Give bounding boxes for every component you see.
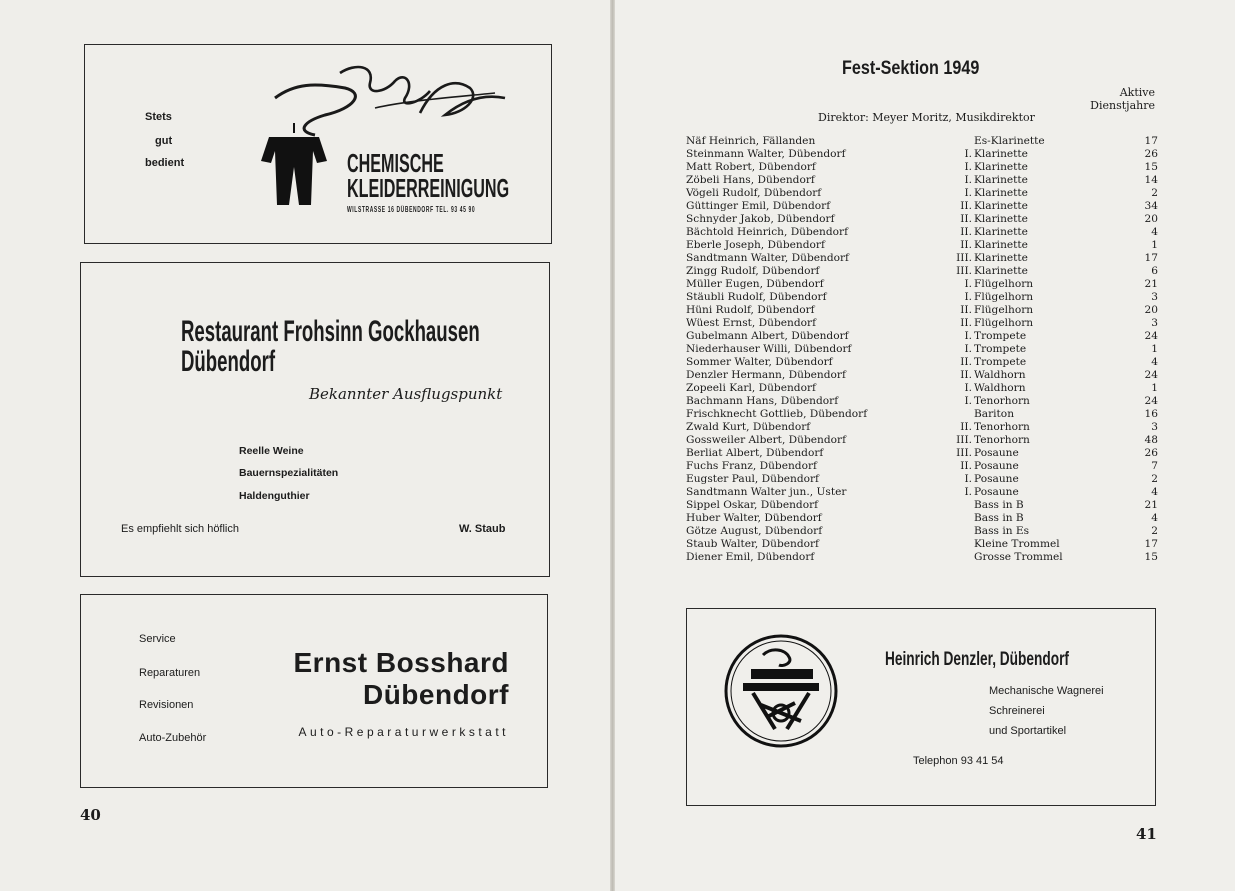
roster-row xyxy=(686,434,1158,447)
member-years: 20 xyxy=(1144,304,1158,316)
roster-row xyxy=(686,148,1158,161)
member-instrument: Klarinette xyxy=(974,200,1028,212)
member-name: Sommer Walter, Dübendorf xyxy=(686,356,833,368)
member-name: Zwald Kurt, Dübendorf xyxy=(686,421,811,433)
member-instrument: Trompete xyxy=(974,330,1027,342)
garage-name: Ernst Bosshard xyxy=(293,647,509,678)
ad-restaurant-frohsinn xyxy=(80,262,550,577)
ad-ernst-bosshard xyxy=(80,594,548,788)
member-part: II. xyxy=(960,239,972,251)
member-name: Vögeli Rudolf, Dübendorf xyxy=(686,187,822,199)
ad-heinrich-denzler xyxy=(686,608,1156,806)
member-part: II. xyxy=(960,369,972,381)
member-instrument: Kleine Trommel xyxy=(974,538,1060,550)
years-column-header xyxy=(1090,86,1155,112)
member-instrument: Klarinette xyxy=(974,161,1028,173)
member-years: 26 xyxy=(1144,148,1158,160)
member-name: Zingg Rudolf, Dübendorf xyxy=(686,265,820,277)
member-name: Götze August, Dübendorf xyxy=(686,525,823,537)
roster-row xyxy=(686,356,1158,369)
member-years: 21 xyxy=(1144,278,1158,290)
member-years: 15 xyxy=(1144,161,1158,173)
restaurant-location: Dübendorf xyxy=(181,345,276,378)
member-instrument: Tenorhorn xyxy=(974,421,1030,433)
member-instrument: Posaune xyxy=(974,473,1019,485)
hanging-suit-icon xyxy=(257,121,331,207)
business-service: Mechanische Wagnerei xyxy=(989,685,1104,697)
member-years: 3 xyxy=(1151,317,1158,329)
member-name: Hüni Rudolf, Dübendorf xyxy=(686,304,815,316)
restaurant-tagline: Bekannter Ausflugspunkt xyxy=(309,385,503,403)
member-instrument: Klarinette xyxy=(974,174,1028,186)
member-name: Näf Heinrich, Fällanden xyxy=(686,135,816,147)
member-part: I. xyxy=(964,330,972,342)
member-name: Diener Emil, Dübendorf xyxy=(686,551,815,563)
roster-row xyxy=(686,226,1158,239)
member-instrument: Tenorhorn xyxy=(974,434,1030,446)
restaurant-offer: Haldenguthier xyxy=(239,490,310,502)
member-years: 4 xyxy=(1151,226,1158,238)
roster-row xyxy=(686,382,1158,395)
garage-tagline: Auto-Reparaturwerkstatt xyxy=(298,725,509,739)
member-name: Schnyder Jakob, Dübendorf xyxy=(686,213,835,225)
member-part: II. xyxy=(960,317,972,329)
member-years: 24 xyxy=(1144,369,1158,381)
member-years: 4 xyxy=(1151,512,1158,524)
member-years: 3 xyxy=(1151,421,1158,433)
ad-chemische-reinigung xyxy=(84,44,552,244)
member-instrument: Flügelhorn xyxy=(974,278,1034,290)
member-years: 3 xyxy=(1151,291,1158,303)
member-years: 6 xyxy=(1151,265,1158,277)
member-name: Fuchs Franz, Dübendorf xyxy=(686,460,817,472)
member-name: Huber Walter, Dübendorf xyxy=(686,512,822,524)
member-part: III. xyxy=(956,252,972,264)
member-name: Güttinger Emil, Dübendorf xyxy=(686,200,831,212)
member-name: Sandtmann Walter, Dübendorf xyxy=(686,252,849,264)
roster-row xyxy=(686,278,1158,291)
member-years: 7 xyxy=(1151,460,1158,472)
member-instrument: Trompete xyxy=(974,356,1027,368)
member-instrument: Klarinette xyxy=(974,187,1028,199)
member-years: 24 xyxy=(1144,395,1158,407)
member-years: 2 xyxy=(1151,187,1158,199)
member-part: I. xyxy=(964,187,972,199)
member-instrument: Flügelhorn xyxy=(974,304,1034,316)
roster-row xyxy=(686,499,1158,512)
member-years: 21 xyxy=(1144,499,1158,511)
member-years: 17 xyxy=(1144,135,1158,147)
roster-row xyxy=(686,421,1158,434)
member-part: I. xyxy=(964,343,972,355)
member-years: 4 xyxy=(1151,486,1158,498)
page-title: Fest-Sektion 1949 xyxy=(842,58,980,79)
member-part: II. xyxy=(960,304,972,316)
member-name: Staub Walter, Dübendorf xyxy=(686,538,819,550)
business-address: WILSTRASSE 16 DÜBENDORF TEL. 93 45 90 xyxy=(347,205,476,214)
roster-row xyxy=(686,486,1158,499)
roster-row xyxy=(686,447,1158,460)
member-instrument: Bass in B xyxy=(974,499,1024,511)
member-name: Gossweiler Albert, Dübendorf xyxy=(686,434,847,446)
member-instrument: Klarinette xyxy=(974,148,1028,160)
business-name: Heinrich Denzler, Dübendorf xyxy=(885,649,1069,670)
service-item: Reparaturen xyxy=(139,667,201,679)
roster-row xyxy=(686,369,1158,382)
service-item: Service xyxy=(139,633,176,645)
restaurant-name xyxy=(181,317,480,377)
roster-row xyxy=(686,460,1158,473)
member-name: Denzler Hermann, Dübendorf xyxy=(686,369,846,381)
member-instrument: Bass in Es xyxy=(974,525,1030,537)
member-instrument: Posaune xyxy=(974,460,1019,472)
member-years: 1 xyxy=(1151,382,1158,394)
member-name: Sippel Oskar, Dübendorf xyxy=(686,499,819,511)
member-instrument: Bariton xyxy=(974,408,1015,420)
member-years: 48 xyxy=(1144,434,1158,446)
column-header-line: Dienstjahre xyxy=(1090,99,1155,112)
roster-row xyxy=(686,265,1158,278)
member-instrument: Trompete xyxy=(974,343,1027,355)
member-name: Zopeeli Karl, Dübendorf xyxy=(686,382,816,394)
member-years: 34 xyxy=(1144,200,1158,212)
carpentry-emblem-icon xyxy=(723,633,839,749)
roster-row xyxy=(686,213,1158,226)
member-instrument: Bass in B xyxy=(974,512,1024,524)
roster-row xyxy=(686,473,1158,486)
column-header-line: Aktive xyxy=(1119,86,1155,99)
restaurant-offer: Reelle Weine xyxy=(239,445,304,457)
member-years: 17 xyxy=(1144,252,1158,264)
member-instrument: Flügelhorn xyxy=(974,317,1034,329)
member-years: 1 xyxy=(1151,239,1158,251)
member-name: Matt Robert, Dübendorf xyxy=(686,161,816,173)
member-name: Eberle Joseph, Dübendorf xyxy=(686,239,825,251)
member-name: Müller Eugen, Dübendorf xyxy=(686,278,824,290)
business-service: Schreinerei xyxy=(989,705,1045,717)
member-years: 14 xyxy=(1144,174,1158,186)
garage-location: Dübendorf xyxy=(362,679,509,710)
roster-row xyxy=(686,525,1158,538)
member-instrument: Klarinette xyxy=(974,252,1028,264)
member-part: II. xyxy=(960,213,972,225)
roster-row xyxy=(686,538,1158,551)
service-item: Revisionen xyxy=(139,699,194,711)
recommendation-text: Es empfiehlt sich höflich xyxy=(121,523,239,535)
member-instrument: Es-Klarinette xyxy=(974,135,1045,147)
member-part: II. xyxy=(960,460,972,472)
member-years: 2 xyxy=(1151,525,1158,537)
member-part: III. xyxy=(956,434,972,446)
member-name: Zöbeli Hans, Dübendorf xyxy=(686,174,815,186)
member-instrument: Klarinette xyxy=(974,239,1028,251)
slogan-line: gut xyxy=(155,135,173,147)
page-number-right: 41 xyxy=(1136,825,1157,843)
owner-name: W. Staub xyxy=(459,523,506,535)
business-title xyxy=(347,148,510,203)
member-instrument: Klarinette xyxy=(974,213,1028,225)
member-instrument: Grosse Trommel xyxy=(974,551,1063,563)
page-gutter xyxy=(610,0,615,891)
roster-row xyxy=(686,304,1158,317)
member-part: II. xyxy=(960,200,972,212)
roster-row xyxy=(686,395,1158,408)
member-name: Bächtold Heinrich, Dübendorf xyxy=(686,226,849,238)
member-instrument: Klarinette xyxy=(974,265,1028,277)
member-name: Wüest Ernst, Dübendorf xyxy=(686,317,816,329)
member-roster xyxy=(686,135,1158,564)
roster-row xyxy=(686,291,1158,304)
roster-row xyxy=(686,551,1158,564)
member-part: I. xyxy=(964,291,972,303)
member-instrument: Flügelhorn xyxy=(974,291,1034,303)
member-part: I. xyxy=(964,473,972,485)
member-years: 24 xyxy=(1144,330,1158,342)
member-part: II. xyxy=(960,356,972,368)
slogan-line: Stets xyxy=(145,111,172,123)
member-years: 1 xyxy=(1151,343,1158,355)
roster-row xyxy=(686,135,1158,148)
member-part: I. xyxy=(964,278,972,290)
business-service: und Sportartikel xyxy=(989,725,1067,737)
member-name: Gubelmann Albert, Dübendorf xyxy=(686,330,849,342)
member-name: Steinmann Walter, Dübendorf xyxy=(686,148,846,160)
member-name: Berliat Albert, Dübendorf xyxy=(686,447,824,459)
member-years: 4 xyxy=(1151,356,1158,368)
title-line: KLEIDERREINIGUNG xyxy=(347,173,510,203)
member-instrument: Tenorhorn xyxy=(974,395,1030,407)
service-item: Auto-Zubehör xyxy=(139,732,207,744)
roster-row xyxy=(686,187,1158,200)
member-name: Stäubli Rudolf, Dübendorf xyxy=(686,291,827,303)
roster-row xyxy=(686,317,1158,330)
member-years: 16 xyxy=(1144,408,1158,420)
member-part: I. xyxy=(964,174,972,186)
member-instrument: Waldhorn xyxy=(974,369,1026,381)
member-instrument: Waldhorn xyxy=(974,382,1026,394)
member-name: Bachmann Hans, Dübendorf xyxy=(686,395,839,407)
member-years: 17 xyxy=(1144,538,1158,550)
restaurant-offer: Bauernspezialitäten xyxy=(239,467,339,479)
roster-row xyxy=(686,239,1158,252)
member-part: II. xyxy=(960,226,972,238)
member-years: 20 xyxy=(1144,213,1158,225)
member-instrument: Posaune xyxy=(974,486,1019,498)
member-instrument: Posaune xyxy=(974,447,1019,459)
roster-row xyxy=(686,200,1158,213)
roster-row xyxy=(686,343,1158,356)
member-part: II. xyxy=(960,421,972,433)
member-years: 2 xyxy=(1151,473,1158,485)
page-number-left: 40 xyxy=(80,806,101,824)
slogan-line: bedient xyxy=(145,157,185,169)
roster-row xyxy=(686,330,1158,343)
member-part: I. xyxy=(964,148,972,160)
director-line: Direktor: Meyer Moritz, Musikdirektor xyxy=(818,111,1035,124)
roster-row xyxy=(686,512,1158,525)
member-part: I. xyxy=(964,161,972,173)
roster-row xyxy=(686,174,1158,187)
title-line: CHEMISCHE xyxy=(347,148,444,178)
member-part: III. xyxy=(956,265,972,277)
roster-row xyxy=(686,161,1158,174)
roster-row xyxy=(686,408,1158,421)
member-years: 26 xyxy=(1144,447,1158,459)
member-part: III. xyxy=(956,447,972,459)
member-part: I. xyxy=(964,486,972,498)
member-name: Niederhauser Willi, Dübendorf xyxy=(686,343,852,355)
member-name: Eugster Paul, Dübendorf xyxy=(686,473,819,485)
member-part: I. xyxy=(964,382,972,394)
restaurant-name-line: Restaurant Frohsinn Gockhausen xyxy=(181,315,480,348)
member-name: Frischknecht Gottlieb, Dübendorf xyxy=(686,408,868,420)
member-years: 15 xyxy=(1144,551,1158,563)
member-instrument: Klarinette xyxy=(974,226,1028,238)
business-phone: Telephon 93 41 54 xyxy=(913,755,1004,767)
roster-row xyxy=(686,252,1158,265)
member-part: I. xyxy=(964,395,972,407)
member-name: Sandtmann Walter jun., Uster xyxy=(686,486,847,498)
